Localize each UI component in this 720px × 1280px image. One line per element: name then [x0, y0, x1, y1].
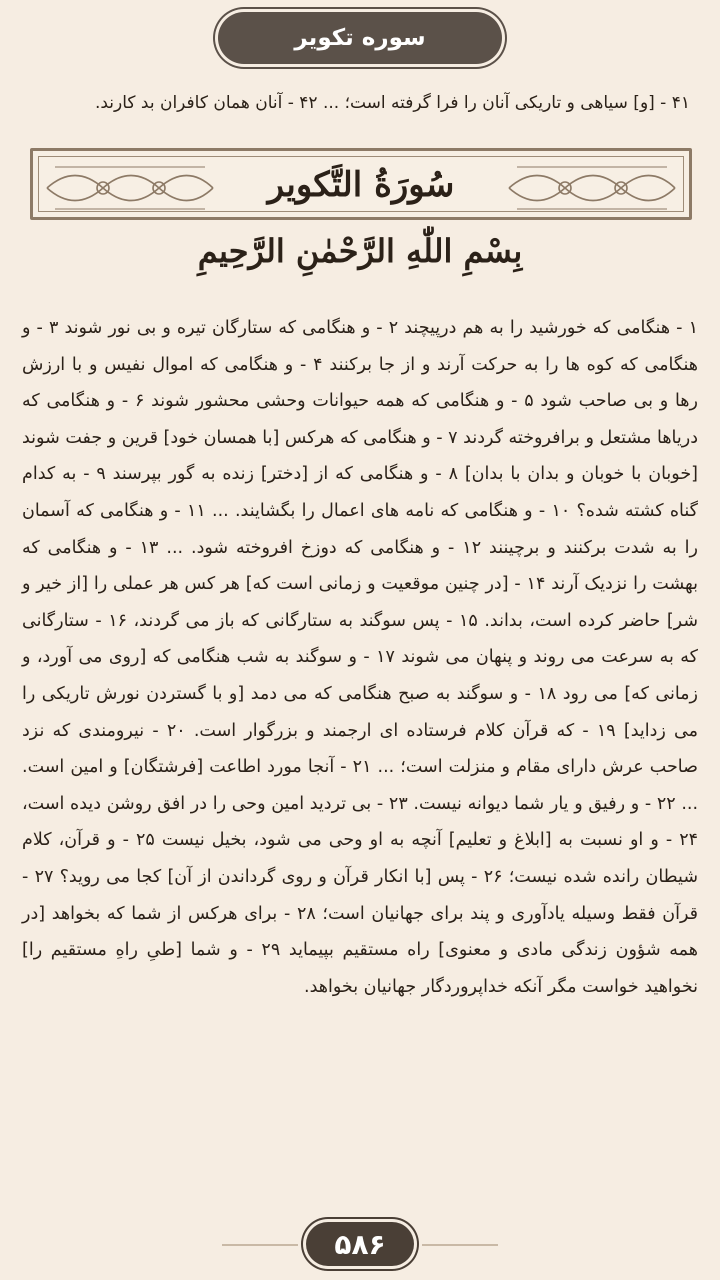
- basmala: بِسْمِ اللّٰهِ الرَّحْمٰنِ الرَّحِيمِ: [197, 232, 523, 270]
- footer-divider-right: [422, 1244, 498, 1246]
- surah-banner: [30, 148, 692, 220]
- page-number: ۵۸۶: [306, 1222, 414, 1266]
- top-bar: [0, 0, 720, 80]
- surah-calligraphy: سُورَةُ التَّكوير: [267, 165, 455, 205]
- footer-divider-left: [222, 1244, 298, 1246]
- banner-frame: [38, 156, 684, 212]
- previous-verses: ۴۱ - [و] سیاهی و تاریکی آنان را فرا گرفته است؛ ... ۴۲ - آنان همان کافران بد کارند.: [94, 93, 690, 113]
- translation-text: ۱ - هنگامی که خورشید را به هم درپیچند ۲ - و هنگامی که ستارگان تیره و بی نور شوند ۳ - و هنگامی که کوه ها را به حرکت آرند و از جا برکنند ۴ - و هنگامی که اموال نفیس و با ارزش رها و بی صاحب شود ۵ - و هنگامی که همه حیوانات وحشی محشور شوند ۶ - و هنگامی که دریاها مشتعل و برافروخته گردند ۷ - و هنگامی که هرکس [با همسان خود] قرین و جفت شوند [خوبان با خوبان و بدان با بدان] ۸ - و هنگامی که از [دختر] زنده به گور بپرسند ۹ - به کدام گناه کشته شده؟ ۱۰ - و هنگامی که نامه های اعمال را بگشایند. ... ۱۱ - و هنگامی که آسمان را به شدت برکنند و برچینند ۱۲ - و هنگامی که دوزخ افروخته شود. ... ۱۳ - و هنگامی که بهشت را نزدیک آرند ۱۴ - [در چنین موقعیت و زمانی است که] هر کس هر عملی را [از خیر و شر] حاضر کرده است، بداند. ۱۵ - پس سوگند به ستارگانی که باز می گردند، ۱۶ - ستارگانی که به سرعت می روند و پنهان می شوند ۱۷ - و سوگند به شب هنگامی که [روی می آورد، و زمانی که] می رود ۱۸ - و سوگند به صبح هنگامی که می دمد [و با گستردن نورش تاریکی را می زداید] ۱۹ - که قرآن کلام فرستاده ای ارجمند و بزرگوار است. ۲۰ - نیرومندی که نزد صاحب عرش دارای مقام و منزلت است؛ ... ۲۱ - آنجا مورد اطاعت [فرشتگان] و امین است. ... ۲۲ - و رفیق و یار شما دیوانه نیست. ۲۳ - بی تردید امین وحی را در افق روشن دیده است، ۲۴ - و او نسبت به [ابلاغ و تعلیم] آنچه به او وحی می شود، بخیل نیست ۲۵ - و قرآن، کلام شیطان رانده شده نیست؛ ۲۶ - پس [با انکار قرآن و روی گرداندن از آن] کجا می روید؟ ۲۷ - قرآن فقط وسیله یادآوری و پند برای جهانیان است؛ ۲۸ - برای هرکس از شما که بخواهد [در همه شؤون زندگی مادی و معنوی] راه مستقیم بپیماید ۲۹ - و شما [طیِ راهِ مستقیم را] نخواهید خواست مگر آنکه خداپروردگار جهانیان بخواهد.: [22, 318, 699, 997]
- surah-title: سوره تکویر: [218, 12, 502, 64]
- footer: [0, 1220, 720, 1270]
